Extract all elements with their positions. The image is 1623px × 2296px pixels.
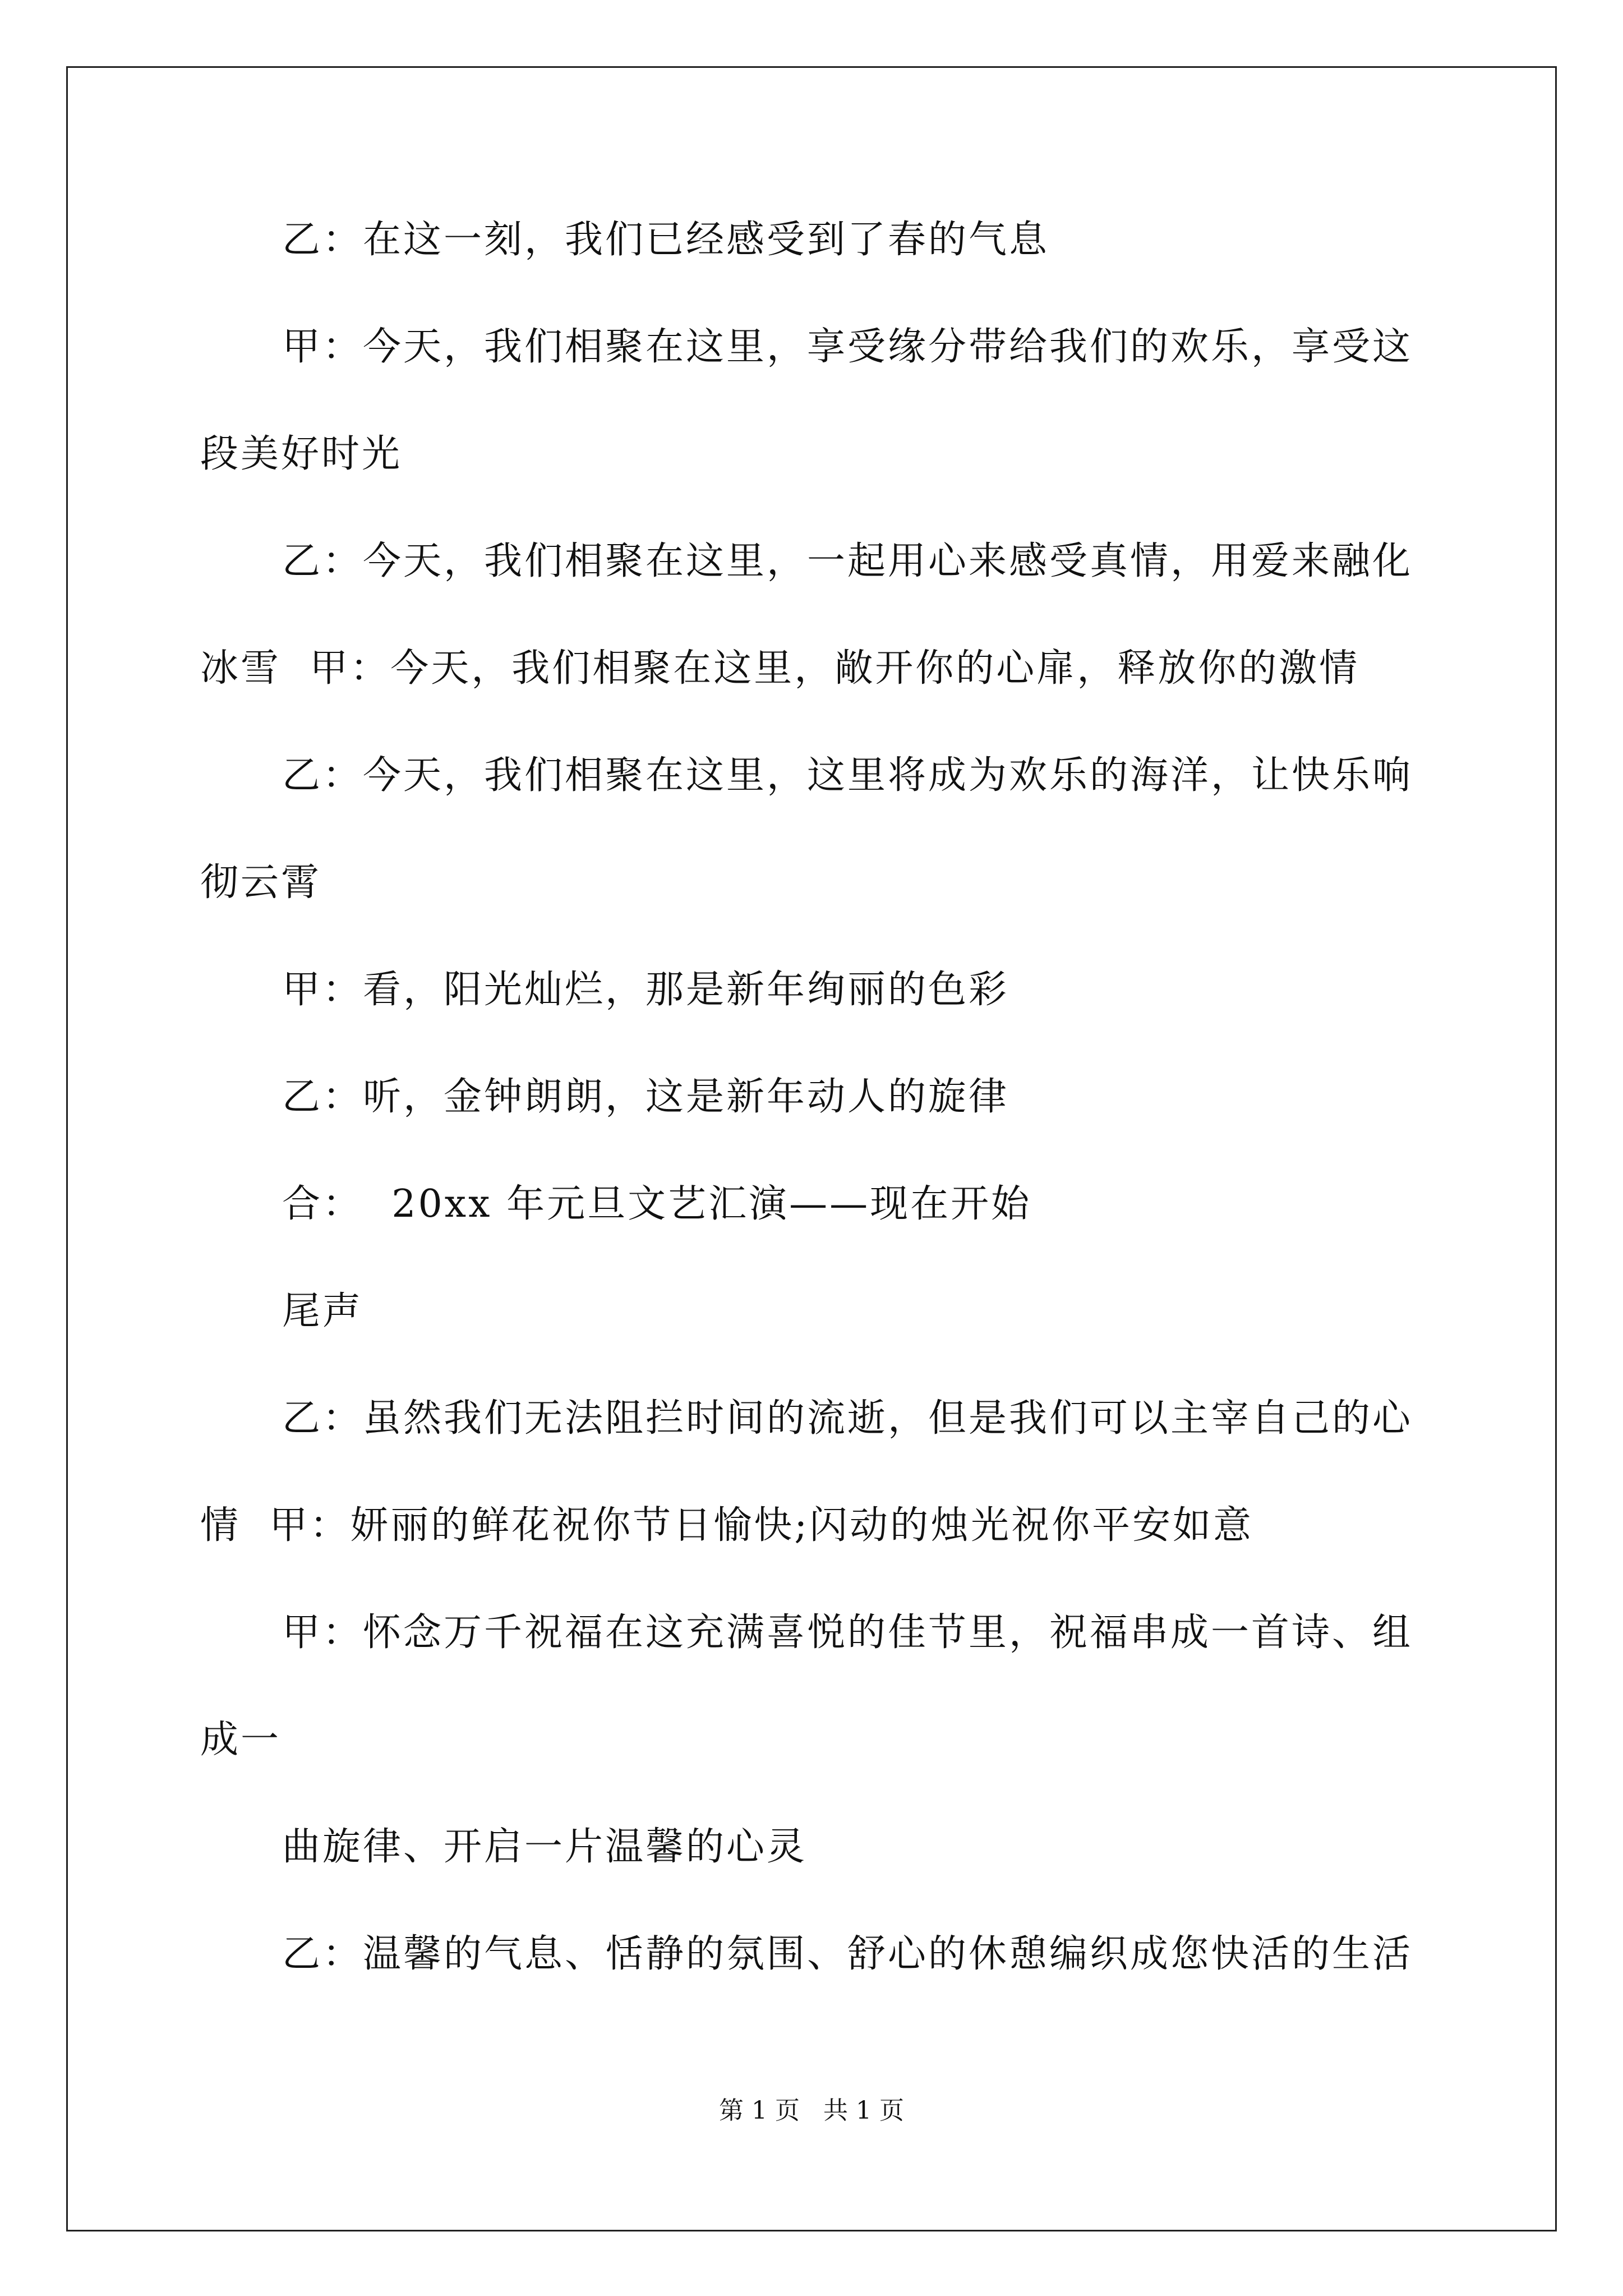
paragraph-line: 曲旋律、开启一片温馨的心灵 [282, 1825, 808, 1869]
paragraph-line: 甲：看，阳光灿烂，那是新年绚丽的色彩 [282, 968, 1009, 1012]
paragraph-line: 乙：今天，我们相聚在这里，这里将成为欢乐的海洋，让快乐响 [282, 753, 1413, 798]
paragraph-line: 乙：虽然我们无法阻拦时间的流逝，但是我们可以主宰自己的心 [282, 1396, 1413, 1441]
paragraph-line: 乙：温馨的气息、恬静的氛围、舒心的休憩编织成您快活的生活 [282, 1932, 1413, 1976]
paragraph-line: 乙：今天，我们相聚在这里，一起用心来感受真情，用爱来融化 [282, 539, 1413, 583]
paragraph-line: 合： 20xx 年元旦文艺汇演——现在开始 [282, 1182, 1032, 1226]
page-footer: 第 1 页 共 1 页 [719, 2096, 904, 2125]
paragraph-line: 成一 [200, 1718, 282, 1762]
document-body [200, 214, 1434, 2036]
paragraph-line: 乙：在这一刻，我们已经感受到了春的气息 [282, 218, 1050, 262]
paragraph-line: 情 甲：妍丽的鲜花祝你节日愉快;闪动的烛光祝你平安如意 [200, 1503, 1254, 1548]
paragraph-line: 彻云霄 [200, 861, 322, 905]
paragraph-line: 甲：怀念万千祝福在这充满喜悦的佳节里，祝福串成一首诗、组 [282, 1611, 1413, 1655]
paragraph-line: 乙：听，金钟朗朗，这是新年动人的旋律 [282, 1075, 1009, 1119]
paragraph-line: 冰雪 甲：今天，我们相聚在这里，敞开你的心扉，释放你的激情 [200, 646, 1360, 691]
section-heading: 尾声 [282, 1289, 363, 1333]
paragraph-line: 段美好时光 [200, 432, 403, 476]
paragraph-line: 甲：今天，我们相聚在这里，享受缘分带给我们的欢乐，享受这 [282, 325, 1413, 369]
